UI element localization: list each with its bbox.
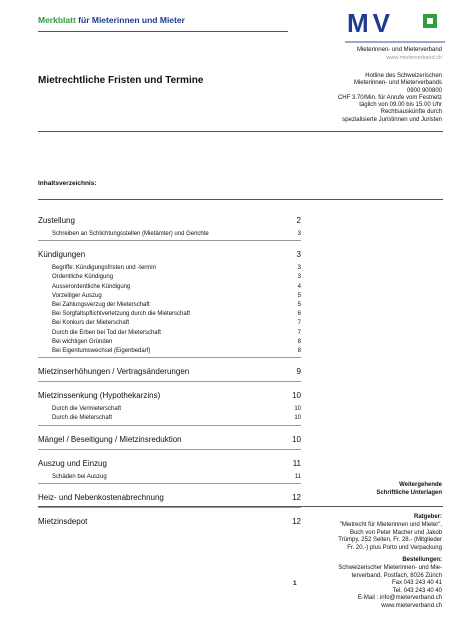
hotline-block (292, 73, 442, 124)
toc-section-page: 10 (292, 434, 301, 444)
toc-divider (38, 240, 301, 241)
toc-divider (38, 449, 301, 450)
toc-subsection (38, 319, 301, 328)
ratgeber-line: Buch von Peter Macher und Jakob (349, 529, 442, 536)
toc-section-title: Kündigungen (38, 250, 86, 260)
ratgeber-line: Fr. 20.-) plus Porto und Verpackung (347, 544, 442, 551)
toc-divider (38, 381, 301, 382)
toc-sub-title: Durch die Mieterschaft (52, 415, 113, 422)
toc-section (38, 216, 301, 226)
toc-sub-page: 7 (297, 329, 301, 336)
toc-sub-page: 5 (297, 302, 301, 309)
toc-section (38, 517, 301, 527)
toc-subsections (38, 230, 301, 241)
bestellungen-block (292, 565, 442, 611)
toc-sub-page: 6 (297, 311, 301, 318)
further-docs-line: Schriftliche Unterlagen (376, 489, 442, 496)
toc-subsection (38, 283, 301, 292)
toc-section (38, 367, 301, 377)
further-docs-heading (322, 482, 442, 497)
toc-subsections (38, 381, 301, 382)
toc-sub-page: 8 (297, 348, 301, 355)
toc-sub-page: 7 (297, 320, 301, 327)
toc-section-page: 12 (292, 492, 301, 502)
toc-sub-title: Durch die Erben bei Tod der Mieterschaft (52, 329, 161, 336)
further-docs-line: Weitergehende (399, 482, 442, 488)
toc-subsection (38, 405, 301, 414)
toc-subsection (38, 473, 301, 482)
further-rule (38, 506, 443, 507)
hotline-line: täglich von 09.00 bis 15.00 Uhr (359, 102, 442, 109)
toc-sub-page: 5 (297, 292, 301, 299)
toc-sub-title: Bei Sorgfaltspflichtverletzung durch die Mieterschaft (52, 311, 191, 318)
merkblatt-label: Merkblatt (38, 15, 76, 25)
toc-sub-title: Bei wichtigen Gründen (52, 338, 113, 345)
toc-subsection (38, 292, 301, 301)
toc-section (38, 250, 301, 260)
toc-sub-page: 3 (297, 265, 301, 272)
logo-square-inner (427, 18, 433, 24)
toc-rule (38, 199, 443, 200)
toc-sub-title: Ausserordentliche Kündigung (52, 283, 131, 290)
toc-subsections (38, 264, 301, 358)
hotline-line: Mieterinnen- und Mieterverbands (353, 80, 442, 87)
toc-section-page: 2 (296, 216, 301, 225)
toc-subsections (38, 473, 301, 484)
toc-sub-title: Durch die Vermieterschaft (52, 406, 122, 413)
toc-subsection (38, 273, 301, 282)
toc-subsection (38, 414, 301, 423)
toc-sub-title: Bei Eigentumswechsel (Eigenbedarf) (52, 348, 151, 355)
merkblatt-header (38, 15, 185, 25)
mv-logo (345, 8, 445, 48)
merkblatt-audience: für Mieterinnen und Mieter (78, 15, 185, 25)
toc-subsections (38, 449, 301, 450)
toc-sub-title: Bei Zahlungsverzug der Mieterschaft (52, 302, 150, 309)
toc-section-title: Auszug und Einzug (38, 458, 107, 468)
title-rule (38, 131, 443, 132)
toc-subsection (38, 230, 301, 239)
header-rule (38, 31, 288, 32)
ratgeber-block (292, 522, 442, 552)
bestellungen-line: terverband, Postfach, 8026 Zürich (351, 572, 442, 579)
toc-sub-title: Bei Konkurs der Mieterschaft (52, 320, 130, 327)
toc-sub-page: 10 (294, 415, 301, 422)
hotline-line: CHF 3.70/Min. für Anrufe vom Festnetz (337, 94, 442, 101)
toc-sub-title: Ordentliche Kündigung (52, 274, 114, 281)
ratgeber-line: "Mietrecht für Mieterinnen und Mieter", (339, 522, 442, 528)
page-title: Mietrechtliche Fristen und Termine (38, 75, 204, 86)
toc-section-title: Mängel / Beseitigung / Mietzinsreduktion (38, 434, 182, 444)
toc-section (38, 435, 301, 445)
toc-section (38, 391, 301, 401)
table-of-contents (38, 216, 301, 527)
ratgeber-line: Trümpy, 252 Seiten, Fr. 28.- (Mitglieder (338, 537, 442, 544)
toc-section-title: Zustellung (38, 216, 75, 225)
bestellungen-line: Tel. 043 243 40 40 (392, 587, 442, 594)
bestellungen-line: www.mieterverband.ch (381, 602, 442, 609)
toc-divider (38, 357, 301, 358)
logo-url: www.mieterverband.ch (386, 55, 442, 61)
hotline-line: Hotline des Schweizerischen (365, 73, 442, 79)
toc-section-page: 9 (296, 367, 301, 377)
toc-section-page: 10 (292, 391, 301, 401)
toc-subsection (38, 310, 301, 319)
bestellungen-line: Schweizerischer Mieterinnen- und Mie- (338, 565, 442, 571)
bestellungen-heading: Bestellungen: (402, 557, 442, 563)
hotline-line: spezialisierte Juristinnen und Juristen (342, 116, 442, 123)
toc-sub-page: 4 (297, 283, 301, 290)
toc-subsection (38, 329, 301, 338)
toc-section-title: Mietzinsdepot (38, 516, 88, 526)
toc-sub-title: Schäden bei Auszug (52, 473, 107, 480)
toc-subsection (38, 347, 301, 356)
toc-sub-page: 10 (294, 406, 301, 413)
ratgeber-heading: Ratgeber: (413, 514, 442, 520)
toc-section-page: 11 (292, 458, 301, 468)
toc-sub-title: Vorzeitiger Auszug (52, 292, 102, 299)
bestellungen-line: Fax 043 243 40 41 (391, 580, 442, 587)
toc-section-page: 3 (296, 250, 301, 260)
toc-divider (38, 483, 301, 484)
toc-sub-title: Begriffe: Kündigungsfristen und -termin (52, 265, 156, 272)
toc-sub-page: 11 (294, 473, 301, 480)
toc-section-page: 12 (292, 516, 301, 526)
logo-subtitle: Mieterinnen- und Mieterverband (356, 47, 442, 53)
bestellungen-line: E-Mail : info@mieterverband.ch (357, 595, 442, 602)
toc-divider (38, 425, 301, 426)
page-number: 1 (293, 580, 297, 587)
logo-letters: MV (347, 8, 394, 38)
toc-section-title: Mietzinssenkung (Hypothekarzins) (38, 391, 161, 401)
toc-subsection (38, 338, 301, 347)
hotline-line: Rechtsauskünfte durch (380, 109, 442, 116)
toc-heading: Inhaltsverzeichnis: (38, 180, 97, 187)
toc-sub-page: 3 (297, 274, 301, 281)
toc-sub-page: 3 (297, 231, 301, 237)
toc-section-title: Heiz- und Nebenkostenabrechnung (38, 492, 164, 502)
toc-subsection (38, 301, 301, 310)
toc-subsections (38, 405, 301, 425)
toc-subsection (38, 264, 301, 273)
toc-section (38, 493, 301, 503)
logo-bar (345, 41, 445, 43)
toc-section (38, 459, 301, 469)
toc-sub-page: 8 (297, 338, 301, 345)
toc-section-title: Mietzinserhöhungen / Vertragsänderungen (38, 367, 190, 377)
toc-sub-title: Schreiben an Schlichtungsstellen (Mietämter) und Gerichte (52, 231, 209, 237)
hotline-line: 0900 900800 (406, 87, 442, 94)
